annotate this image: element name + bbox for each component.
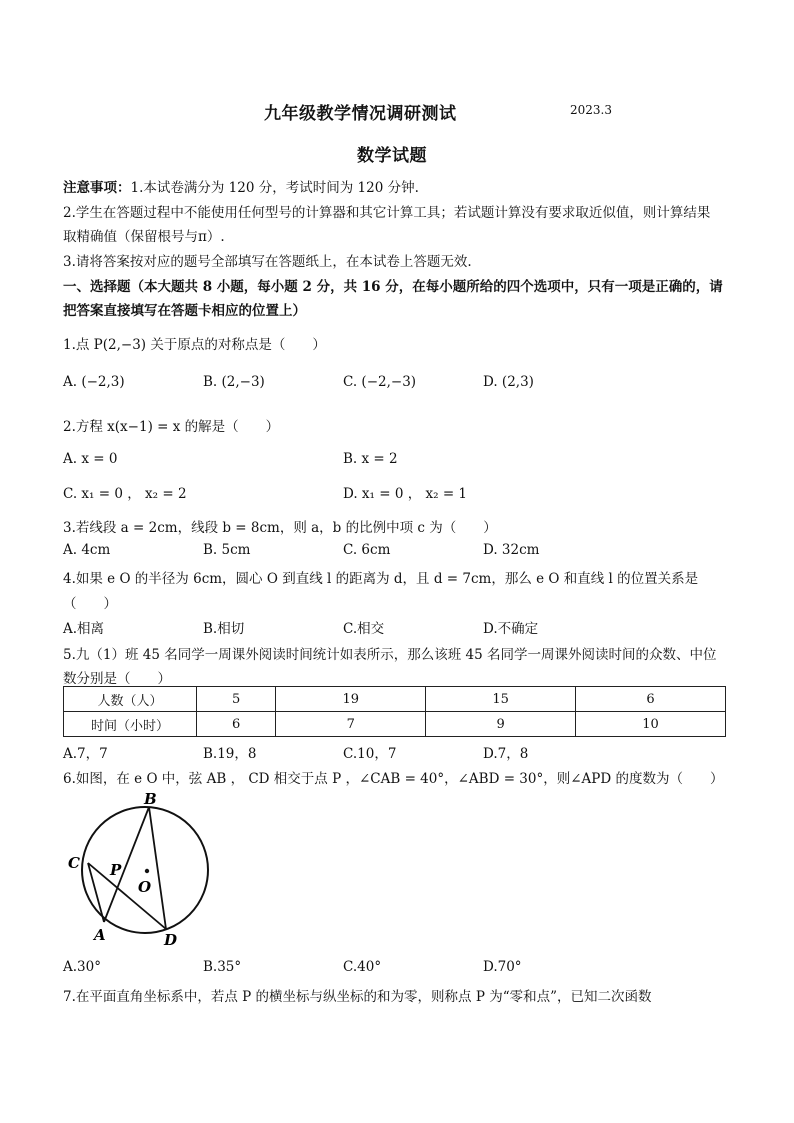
label-c: C (68, 854, 80, 872)
question-5-option-b: B.19，8 (203, 746, 257, 762)
table-cell: 6 (576, 687, 726, 712)
question-5-stem-line-1: 5.九（1）班 45 名同学一周课外阅读时间统计如表所示，那么该班 45 名同学一周课外阅读时间的众数、中位 (63, 647, 717, 663)
question-1-option-c: C. (−2,−3) (343, 374, 417, 390)
question-2-option-d: D. x₁ = 0 ， x₂ = 1 (343, 486, 468, 502)
notice-label: 注意事项： (63, 180, 131, 196)
question-2-option-b: B. x = 2 (343, 451, 398, 467)
table-row (64, 712, 726, 737)
question-3-option-b: B. 5cm (203, 542, 251, 558)
question-4-stem-line-2: （ ） (63, 596, 117, 612)
question-6-option-c: C.40° (343, 959, 382, 975)
notice-item-1 (63, 176, 419, 196)
exam-title: 九年级教学情况调研测试 (264, 104, 457, 124)
table-cell: 19 (276, 687, 426, 712)
question-4-option-d: D.不确定 (483, 621, 539, 637)
notice-item-1-text: 1.本试卷满分为 120 分，考试时间为 120 分钟. (130, 180, 419, 196)
section-1-heading-line-1: 一、选择题（本大题共 8 小题，每小题 2 分，共 16 分，在每小题所给的四个选项中，只有一项是正确的，请 (63, 279, 723, 295)
table-cell: 15 (426, 687, 576, 712)
circle-figure (60, 790, 220, 950)
table-cell: 7 (276, 712, 426, 737)
question-6-option-a: A.30° (63, 959, 101, 975)
question-3-option-a: A. 4cm (63, 542, 111, 558)
table-cell: 人数（人） (64, 687, 197, 712)
question-6-option-d: D.70° (483, 959, 522, 975)
question-5-stem-line-2: 数分别是（ ） (63, 671, 171, 687)
question-2-stem: 2.方程 x(x−1) = x 的解是（ ） (63, 419, 280, 435)
question-4-option-a: A.相离 (63, 621, 105, 637)
question-3-option-d: D. 32cm (483, 542, 540, 558)
question-6-stem: 6.如图，在 e O 中，弦 AB ， CD 相交于点 P ，∠CAB = 40°，∠ABD = 30°，则∠APD 的度数为（ ） (63, 771, 724, 787)
notice-item-3: 3.请将答案按对应的题号全部填写在答题纸上，在本试卷上答题无效. (63, 254, 472, 270)
label-a: A (94, 926, 106, 944)
label-p: P (110, 861, 122, 879)
question-3-stem: 3.若线段 a = 2cm，线段 b = 8cm，则 a，b 的比例中项 c 为（ ） (63, 520, 497, 536)
question-1-stem: 1.点 P(2,−3) 关于原点的对称点是（ ） (63, 337, 326, 353)
question-7-stem-line-1: 7.在平面直角坐标系中，若点 P 的横坐标与纵坐标的和为零，则称点 P 为“零和点”，已知二次函数 (63, 989, 652, 1005)
question-3-option-c: C. 6cm (343, 542, 391, 558)
circle-o (82, 807, 208, 933)
table-cell: 10 (576, 712, 726, 737)
question-2-option-a: A. x = 0 (63, 451, 118, 467)
chord-cd (88, 863, 166, 929)
table-cell: 9 (426, 712, 576, 737)
question-1-option-d: D. (2,3) (483, 374, 534, 390)
question-4-option-b: B.相切 (203, 621, 245, 637)
table-cell: 5 (197, 687, 276, 712)
question-1-option-b: B. (2,−3) (203, 374, 265, 390)
label-o: O (138, 878, 152, 896)
question-4-stem-line-1: 4.如果 e O 的半径为 6cm，圆心 O 到直线 l 的距离为 d，且 d = 7cm，那么 e O 和直线 l 的位置关系是 (63, 571, 699, 587)
table-row (64, 687, 726, 712)
question-5-option-c: C.10，7 (343, 746, 397, 762)
label-b: B (144, 790, 157, 808)
table-cell: 时间（小时） (64, 712, 197, 737)
question-6-option-b: B.35° (203, 959, 242, 975)
exam-subtitle: 数学试题 (357, 146, 427, 166)
exam-date: 2023.3 (570, 103, 612, 117)
reading-time-table (63, 686, 726, 737)
segment-bd (149, 807, 166, 929)
question-5-option-d: D.7，8 (483, 746, 529, 762)
segment-ca (88, 863, 104, 922)
notice-item-2-line-1: 2.学生在答题过程中不能使用任何型号的计算器和其它计算工具；若试题计算没有要求取近似值，则计算结果 (63, 205, 711, 221)
question-1-option-a: A. (−2,3) (63, 374, 125, 390)
question-5-option-a: A.7，7 (63, 746, 108, 762)
center-dot (145, 869, 149, 873)
question-4-option-c: C.相交 (343, 621, 385, 637)
label-d: D (164, 931, 178, 949)
section-1-heading-line-2: 把答案直接填写在答题卡相应的位置上） (63, 303, 306, 319)
table-cell: 6 (197, 712, 276, 737)
notice-item-2-line-2: 取精确值（保留根号与π）. (63, 229, 225, 245)
question-2-option-c: C. x₁ = 0 ， x₂ = 2 (63, 486, 187, 502)
